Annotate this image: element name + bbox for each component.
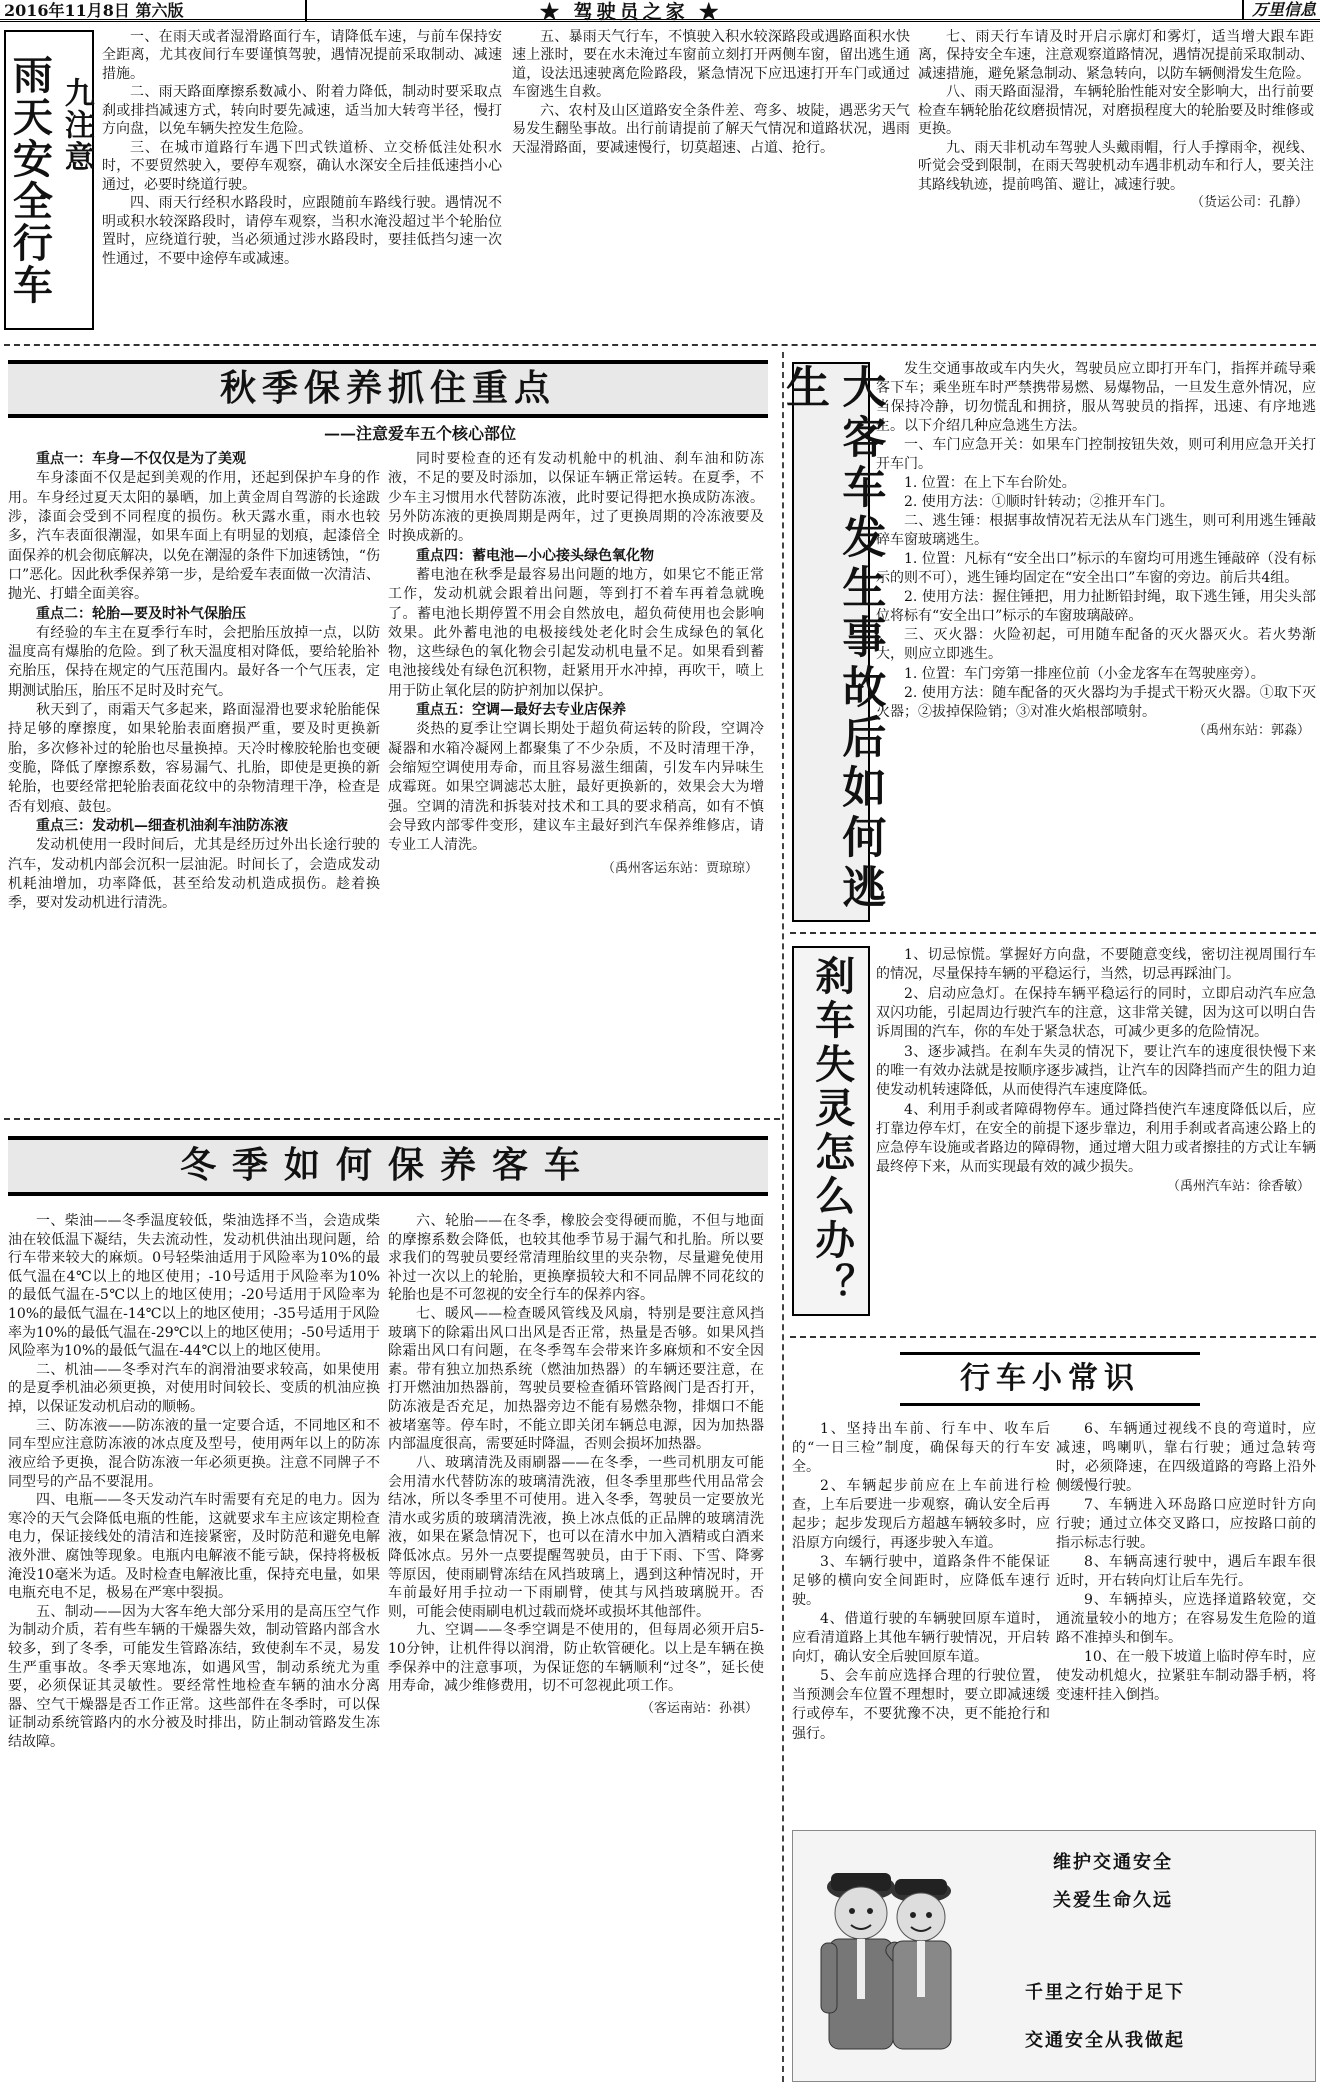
brake-title-banner bbox=[792, 946, 870, 1316]
safety-slogan-2: 关爱生命久远 bbox=[1053, 1890, 1173, 1911]
autumn-paragraph: 秋天到了，雨霜天气多起来，路面湿滑也要求轮胎能保持足够的摩擦度，如果轮胎表面磨损严重，要及时更换新胎，多次修补过的轮胎也尽量换掉。天冷时橡胶轮胎也变硬变脆，降低了摩擦系数，容易漏气、扎胎，即使是更换的新轮胎，也要经常把轮胎表面花纹中的杂物清理干净，检查是否有划痕、鼓包。 bbox=[8, 702, 380, 815]
issue-date: 2016年11月8日 第六版 bbox=[4, 1, 184, 20]
safety-slogan-3: 千里之行始于足下 bbox=[1025, 1982, 1185, 2003]
autumn-paragraph: 有经验的车主在夏季行车时，会把胎压放掉一点，以防温度高有爆胎的危险。到了秋天温度相对降低，要给轮胎补充胎压，保持在规定的气压范围内。最好各一个气压表，定期测试胎压，胎压不足时及时充气。 bbox=[8, 624, 380, 699]
tips-paragraph: 1、坚持出车前、行车中、收车后的“一日三检”制度，确保每天的行车安全。 bbox=[792, 1421, 1050, 1476]
winter-author: （客运南站：孙祺） bbox=[640, 1700, 758, 1716]
rain-paragraph: 三、在城市道路行车遇下凹式铁道桥、立交桥低洼处积水时，不要贸然驶入，要停车观察，确认水深安全后挂低速挡小心通过，必要时绕道行驶。 bbox=[102, 139, 502, 193]
tips-column-1 bbox=[792, 1420, 1050, 1820]
brake-paragraph: 4、利用手刹或者障碍物停车。通过降挡使汽车速度降低以后，应打靠边停车灯，在安全的前提下逐步靠边，利用手刹或者高速公路上的应急停车设施或者路边的障碍物，通过增大阻力或者擦挂的方式让车辆最终停下来，从而实现最有效的减少损失。 bbox=[876, 1101, 1316, 1176]
rain-paragraph: 一、在雨天或者湿滑路面行车，请降低车速，与前车保持安全距离，尤其夜间行车要谨慎驾驶，遇情况提前采取制动、减速措施。 bbox=[102, 29, 502, 82]
rain-author: （货运公司：孔静） bbox=[1190, 195, 1308, 211]
page-title: ★ 驾驶员之家 ★ bbox=[540, 1, 723, 23]
winter-paragraph: 一、柴油——冬季温度较低，柴油选择不当，会造成柴油在较低温下凝结，失去流动性，发动机供油出现问题，给行车带来较大的麻烦。0号轻柴油适用于风险率为10%的最低气温在4℃以上的地区使用；-10号适用于风险率为10%的最低气温在-5℃以上的地区使用；-20号适用于风险率为10%的最低气温在-14℃以上的地区使用；-35号适用于风险率为10%的最低气温在-29℃以上的地区使用；-50号适用于风险率为10%的最低气温在-44℃以上的地区使用。 bbox=[8, 1213, 380, 1360]
winter-paragraph: 九、空调——冬季空调是不使用的，但每周必须开启5-10分钟，让机件得以润滑，防止软管硬化。以上是车辆在换季保养中的注意事项，为保证您的车辆顺利“过冬”，延长使用寿命，减少维修费用，切不可忽视此项工作。 bbox=[388, 1622, 764, 1695]
autumn-paragraph: 车身漆面不仅是起到美观的作用，还起到保护车身的作用。车身经过夏天太阳的暴晒，加上黄金周自驾游的长途跋涉，漆面会受到不同程度的损伤。秋天露水重，雨水也较多，汽车表面很潮湿，如果车面上有明显的划痕，起漆倍全面保养的机会彻底解决，以免在潮湿的条件下加速锈蚀，“伤口”恶化。因此秋季保养第一步，是给爱车表面做一次清洁、抛光、打蜡全面美容。 bbox=[8, 470, 380, 603]
tips-paragraph: 7、车辆进入环岛路口应逆时针方向行驶；通过立体交叉路口，应按路口前的指示标志行驶。 bbox=[1056, 1497, 1316, 1552]
bus-column bbox=[876, 360, 1316, 920]
autumn-heading: 重点一：车身—不仅仅是为了美观 bbox=[36, 451, 246, 467]
autumn-heading: 重点三：发动机—细查机油刹车油防冻液 bbox=[36, 817, 288, 834]
tips-paragraph: 5、会车前应选择合理的行驶位置，当预测会车位置不理想时，要立即减速缓行或停车，不要犹豫不决，更不能抢行和强行。 bbox=[792, 1668, 1050, 1742]
brake-paragraph: 1、切忌惊慌。掌握好方向盘，不要随意变线，密切注视周围行车的情况，尽量保持车辆的平稳运行，当然，切忌再踩油门。 bbox=[876, 947, 1316, 983]
header-separator bbox=[305, 0, 307, 22]
rain-paragraph: 六、农村及山区道路安全条件差、弯多、坡陡，遇恶劣天气易发生翻坠事故。出行前请提前了解天气情况和道路状况，遇雨天湿滑路面，要减速慢行，切莫超速、占道、抢行。 bbox=[512, 102, 910, 156]
rain-paragraph: 八、雨天路面湿滑，车辆轮胎性能对安全影响大，出行前要检查车辆轮胎花纹磨损情况，对磨损程度大的轮胎要及时维修或更换。 bbox=[918, 84, 1314, 138]
rain-paragraph: 九、雨天非机动车驾驶人头戴雨帽，行人手撑雨伞，视线、听觉会受到限制，在雨天驾驶机动车遇非机动车和行人，要关注其路线轨迹，提前鸣笛、避让，减速行驶。 bbox=[918, 139, 1314, 193]
winter-paragraph: 七、暖风——检查暖风管线及风扇，特别是要注意风挡玻璃下的除霜出风口出风是否正常，热量是否够。如果风挡除霜出风口有问题，在冬季驾车会带来许多麻烦和不安全因素。带有独立加热系统（燃油加热器）的车辆还要注意，在打开燃油加热器前，驾驶员要检查循环管路阀门是否打开，防冻液是否充足，加热器旁边不能有易燃杂物，排烟口不能被堵塞等。停车时，不能立即关闭车辆总电源，因为加热器内部温度很高，需要延时降温，否则会损坏加热器。 bbox=[388, 1306, 764, 1453]
tips-paragraph: 9、车辆掉头，应选择道路较宽，交通流量较小的地方；在容易发生危险的道路不准掉头和倒车。 bbox=[1056, 1592, 1316, 1647]
rain-banner bbox=[4, 30, 94, 330]
winter-column-1 bbox=[8, 1212, 380, 2084]
rain-paragraph: 四、雨天行经积水路段时，应跟随前车路线行驶。遇情况不明或积水较深路段时，请停车观察，当积水淹没超过半个轮胎位置时，应绕道行驶，当必须通过涉水路段时，要挂低挡匀速一次性通过，不要中途停车或减速。 bbox=[102, 195, 502, 267]
rain-paragraph: 五、暴雨天气行车，不慎驶入积水较深路段或遇路面积水快速上涨时，要在水未淹过车窗前立刻打开两侧车窗，留出逃生通道，设法迅速驶离危险路段，紧急情况下应迅速打开车门或通过车窗逃生自救。 bbox=[512, 29, 910, 101]
rain-column-3 bbox=[918, 28, 1314, 334]
autumn-column-2 bbox=[388, 450, 764, 1090]
page-header bbox=[0, 0, 1320, 22]
winter-title-banner bbox=[8, 1136, 768, 1196]
winter-paragraph: 五、制动——因为大客车绝大部分采用的是高压空气作为制动介质，若有些车辆的干燥器失效，制动管路内部含水较多，到了冬季，可能发生管路冻结，致使刹车不灵，易发生严重事故。冬季天寒地冻，如遇风雪，制动系统尤为重要，必须保证其灵敏性。要经常性地检查车辆的油水分离器、空气干燥器是否工作正常。这些部件在冬季时，可以保证制动系统管路内的水分被及时排出，防止制动管路发生冻结故障。 bbox=[8, 1603, 380, 1751]
autumn-heading: 重点四：蓄电池—小心接头绿色氧化物 bbox=[416, 547, 654, 564]
bus-paragraph: 2. 使用方法：握住锤把，用力扯断铅封绳，取下逃生锤，用尖头部位将标有“安全出口”标示的车窗玻璃敲碎。 bbox=[876, 589, 1316, 625]
section-divider bbox=[4, 1118, 780, 1120]
bus-paragraph: 发生交通事故或车内失火，驾驶员应立即打开车门，指挥并疏导乘客下车；乘坐班车时严禁携带易燃、易爆物品，一旦发生意外情况，应当保持冷静，切勿慌乱和拥挤，服从驾驶员的指挥，迅速、有序地逃生。以下介绍几种应急逃生方法。 bbox=[876, 361, 1316, 435]
brake-title: 刹车失灵怎么办？ bbox=[808, 955, 855, 1307]
tips-paragraph: 4、借道行驶的车辆驶回原车道时，应看清道路上其他车辆行驶情况，开启转向灯，确认安全后驶回原车道。 bbox=[792, 1611, 1050, 1666]
safety-slogan-1: 维护交通安全 bbox=[1053, 1852, 1173, 1873]
winter-paragraph: 三、防冻液——防冻液的量一定要合适，不同地区和不同车型应注意防冻液的冰点度及型号，使用两年以上的防冻液应给予更换，混合防冻液一年必须更换。注意不同牌子不同型号的产品不要混用。 bbox=[8, 1417, 380, 1490]
bus-paragraph: 二、逃生锤：根据事故情况若无法从车门逃生，则可利用逃生锤敲碎车窗玻璃逃生。 bbox=[876, 513, 1316, 549]
safety-slogan-box bbox=[792, 1830, 1316, 2082]
autumn-column-1 bbox=[8, 450, 380, 1090]
autumn-author: （禹州客运东站：贾琼琼） bbox=[601, 860, 758, 876]
autumn-heading: 重点二：轮胎—要及时补气保胎压 bbox=[36, 605, 246, 622]
bus-paragraph: 1. 位置：在上下车台阶处。 bbox=[904, 475, 1076, 492]
winter-column-2 bbox=[388, 1212, 764, 2084]
bus-paragraph: 一、车门应急开关：如果车门控制按钮失效，则可利用应急开关打开车门。 bbox=[876, 437, 1316, 473]
winter-title: 冬季如何保养客车 bbox=[179, 1144, 596, 1186]
winter-paragraph: 二、机油——冬季对汽车的润滑油要求较高，如果使用的是夏季机油必须更换，对使用时间较长、变质的机油应换掉，以保证发动机启动的顺畅。 bbox=[8, 1361, 380, 1416]
autumn-heading: 重点五：空调—最好去专业店保养 bbox=[416, 702, 626, 719]
winter-paragraph: 八、玻璃清洗及雨刷器——在冬季，一些司机朋友可能会用清水代替防冻的玻璃清洗液，但冬季里那些代用品常会结冰，所以冬季里不可使用。进入冬季，驾驶员一定要放光清水或劣质的玻璃清洗液，换上冰点低的正品牌的玻璃清洗液，如果在紧急情况下，也可以在清水中加入酒精或白酒来降低冰点。另外一点要提醒驾驶员，由于下雨、下雪、降雾等原因，使雨刷臂冻结在风挡玻璃上，遇到这种情况时，开车前最好用手拉动一下雨刷臂，使其与风挡玻璃脱开。否则，可能会使雨刷电机过载而烧坏或损坏其他部件。 bbox=[388, 1454, 764, 1620]
bus-paragraph: 三、灭火器：火险初起，可用随车配备的灭火器灭火。若火势渐大，则应立即逃生。 bbox=[876, 627, 1316, 663]
tips-title: 行车小常识 bbox=[960, 1360, 1140, 1396]
tips-paragraph: 3、车辆行驶中，道路条件不能保证足够的横向安全间距时，应降低车速行驶。 bbox=[792, 1554, 1050, 1609]
brand-name: 万里信息 bbox=[1242, 0, 1316, 20]
bus-paragraph: 2. 使用方法：随车配备的灭火器均为手提式干粉灭火器。①取下灭火器；②拔掉保险销；③对准火焰根部喷射。 bbox=[876, 684, 1316, 720]
brake-column bbox=[876, 946, 1316, 1326]
section-divider bbox=[4, 344, 1316, 346]
winter-paragraph: 四、电瓶——冬天发动汽车时需要有充足的电力。因为寒冷的天气会降低电瓶的性能，这就要求车主应该定期检查电力，保证接线处的清洁和连接紧密，及时防范和避免电解液外泄、腐蚀等现象。电瓶内电解液不能亏缺，保持将极板淹没10毫米为适。及时检查电解液比重，保持充电量，如果电瓶充电不足，极易在严寒中裂损。 bbox=[8, 1492, 380, 1602]
brake-paragraph: 3、逐步减挡。在刹车失灵的情况下，要让汽车的速度很快慢下来的唯一有效办法就是按顺序逐步减挡，让汽车的因降挡而产生的阻力迫使发动机转速降低，从而使得汽车速度降低。 bbox=[876, 1043, 1316, 1099]
safety-slogan-4: 交通安全从我做起 bbox=[1025, 2030, 1185, 2051]
tips-column-2 bbox=[1056, 1420, 1316, 1820]
autumn-title: 秋季保养抓住重点 bbox=[219, 367, 556, 409]
autumn-subtitle: ——注意爱车五个核心部位 bbox=[323, 424, 516, 443]
autumn-paragraph: 炎热的夏季让空调长期处于超负荷运转的阶段，空调冷凝器和水箱冷凝网上都聚集了不少杂质，不及时清理干净，会缩短空调使用寿命，而且容易滋生细菌，引发车内异味生成霉斑。如果空调滤芯太脏，最好更换新的，效果会大为增强。空调的清洗和拆装对技术和工具的要求稍高，如有不慎会导致内部零件变形，建议车主最好到汽车保养维修店，请专业工人清洗。 bbox=[388, 721, 764, 854]
rain-column-2 bbox=[512, 28, 910, 328]
bus-title: 大客车发生事故后如何逃生 bbox=[778, 364, 886, 914]
autumn-paragraph: 蓄电池在秋季是最容易出问题的地方，如果它不能正常工作，发动机就会跟着出问题，等到打不着车再着急就晚了。蓄电池长期停置不用会自然放电，超负荷使用也会影响效果。此外蓄电池的电极接线处老化时会生成绿色的氧化物，这些绿色的氧化物会引起发动机电量不足。如果看到蓄电池接线处有绿色沉积物，赶紧用开水冲掉，再吹干，喷上用于防止氧化层的防护剂加以保护。 bbox=[388, 566, 764, 699]
autumn-title-banner bbox=[8, 360, 768, 418]
police-officer-icon bbox=[801, 1839, 971, 2079]
tips-paragraph: 6、车辆通过视线不良的弯道时，应减速，鸣喇叭，靠右行驶；通过急转弯时，必须降速，在四级道路的弯路上沿外侧缓慢行驶。 bbox=[1056, 1421, 1316, 1495]
rain-banner-sub: 九注意 bbox=[58, 77, 94, 173]
brake-author: （禹州汽车站：徐香敏） bbox=[1166, 1178, 1310, 1194]
rain-paragraph: 七、雨天行车请及时开启示廓灯和雾灯，适当增大跟车距离，保持安全车速，注意观察道路情况，遇情况提前采取制动、减速措施，避免紧急制动、紧急转向，以防车辆侧滑发生危险。 bbox=[918, 29, 1314, 82]
brake-paragraph: 2、启动应急灯。在保持车辆平稳运行的同时，立即启动汽车应急双闪功能，引起周边行驶汽车的注意，这非常关键，因为这可以明白告诉周围的汽车，你的车处于紧急状态，可减少更多的危险情况。 bbox=[876, 985, 1316, 1041]
rain-column-1 bbox=[102, 28, 502, 328]
section-divider bbox=[790, 932, 1316, 934]
bus-title-banner bbox=[778, 362, 886, 922]
tips-paragraph: 10、在一般下坡道上临时停车时，应使发动机熄火，拉紧驻车制动器手柄，将变速杆挂入倒挡。 bbox=[1056, 1649, 1316, 1704]
bus-author: （禹州东站：郭淼） bbox=[1192, 722, 1310, 738]
bus-paragraph: 2. 使用方法：①顺时针转动；②推开车门。 bbox=[904, 494, 1174, 511]
bus-paragraph: 1. 位置：凡标有“安全出口”标示的车窗均可用逃生锤敲碎（没有标示的则不可），逃生锤均固定在“安全出口”车窗的旁边。前后共4组。 bbox=[876, 551, 1316, 587]
tips-paragraph: 2、车辆起步前应在上车前进行检查，上车后要进一步观察，确认安全后再起步；起步发现后方超越车辆较多时，应沿原方向缓行，再逐步驶入车道。 bbox=[792, 1478, 1050, 1552]
rain-paragraph: 二、雨天路面摩擦系数减小、附着力降低，制动时要采取点刹或排挡减速方式，转向时要先减速，适当加大转弯半径，慢打方向盘，以免车辆失控发生危险。 bbox=[102, 84, 502, 138]
winter-paragraph: 六、轮胎——在冬季，橡胶会变得硬而脆，不但与地面的摩擦系数会降低，也较其他季节易于漏气和扎胎。所以要求我们的驾驶员要经常清理胎纹里的夹杂物，尽量避免使用补过一次以上的轮胎，更换摩损较大和不同品牌不同花纹的轮胎也是不可忽视的安全行车的保养内容。 bbox=[388, 1213, 764, 1304]
tips-title-banner bbox=[900, 1352, 1200, 1406]
tips-paragraph: 8、车辆高速行驶中，遇后车跟车很近时，开右转向灯让后车先行。 bbox=[1056, 1554, 1316, 1590]
autumn-paragraph: 同时要检查的还有发动机舱中的机油、刹车油和防冻液，不足的要及时添加，以保证车辆正常运转。在夏季，不少车主习惯用水代替防冻液，此时要记得把水换成防冻液。另外防冻液的更换周期是两年，过了更换周期的冷冻液要及时换成新的。 bbox=[388, 451, 764, 545]
autumn-paragraph: 发动机使用一段时间后，尤其是经历过外出长途行驶的汽车，发动机内部会沉积一层油泥。时间长了，会造成发动机耗油增加，功率降低，甚至给发动机造成损伤。趁着换季，要对发动机进行清洗。 bbox=[8, 837, 380, 912]
section-divider bbox=[790, 1336, 1316, 1338]
bus-paragraph: 1. 位置：车门旁第一排座位前（小金龙客车在驾驶座旁）。 bbox=[904, 665, 1265, 682]
rain-banner-main: 雨天安全行车 bbox=[6, 54, 53, 306]
